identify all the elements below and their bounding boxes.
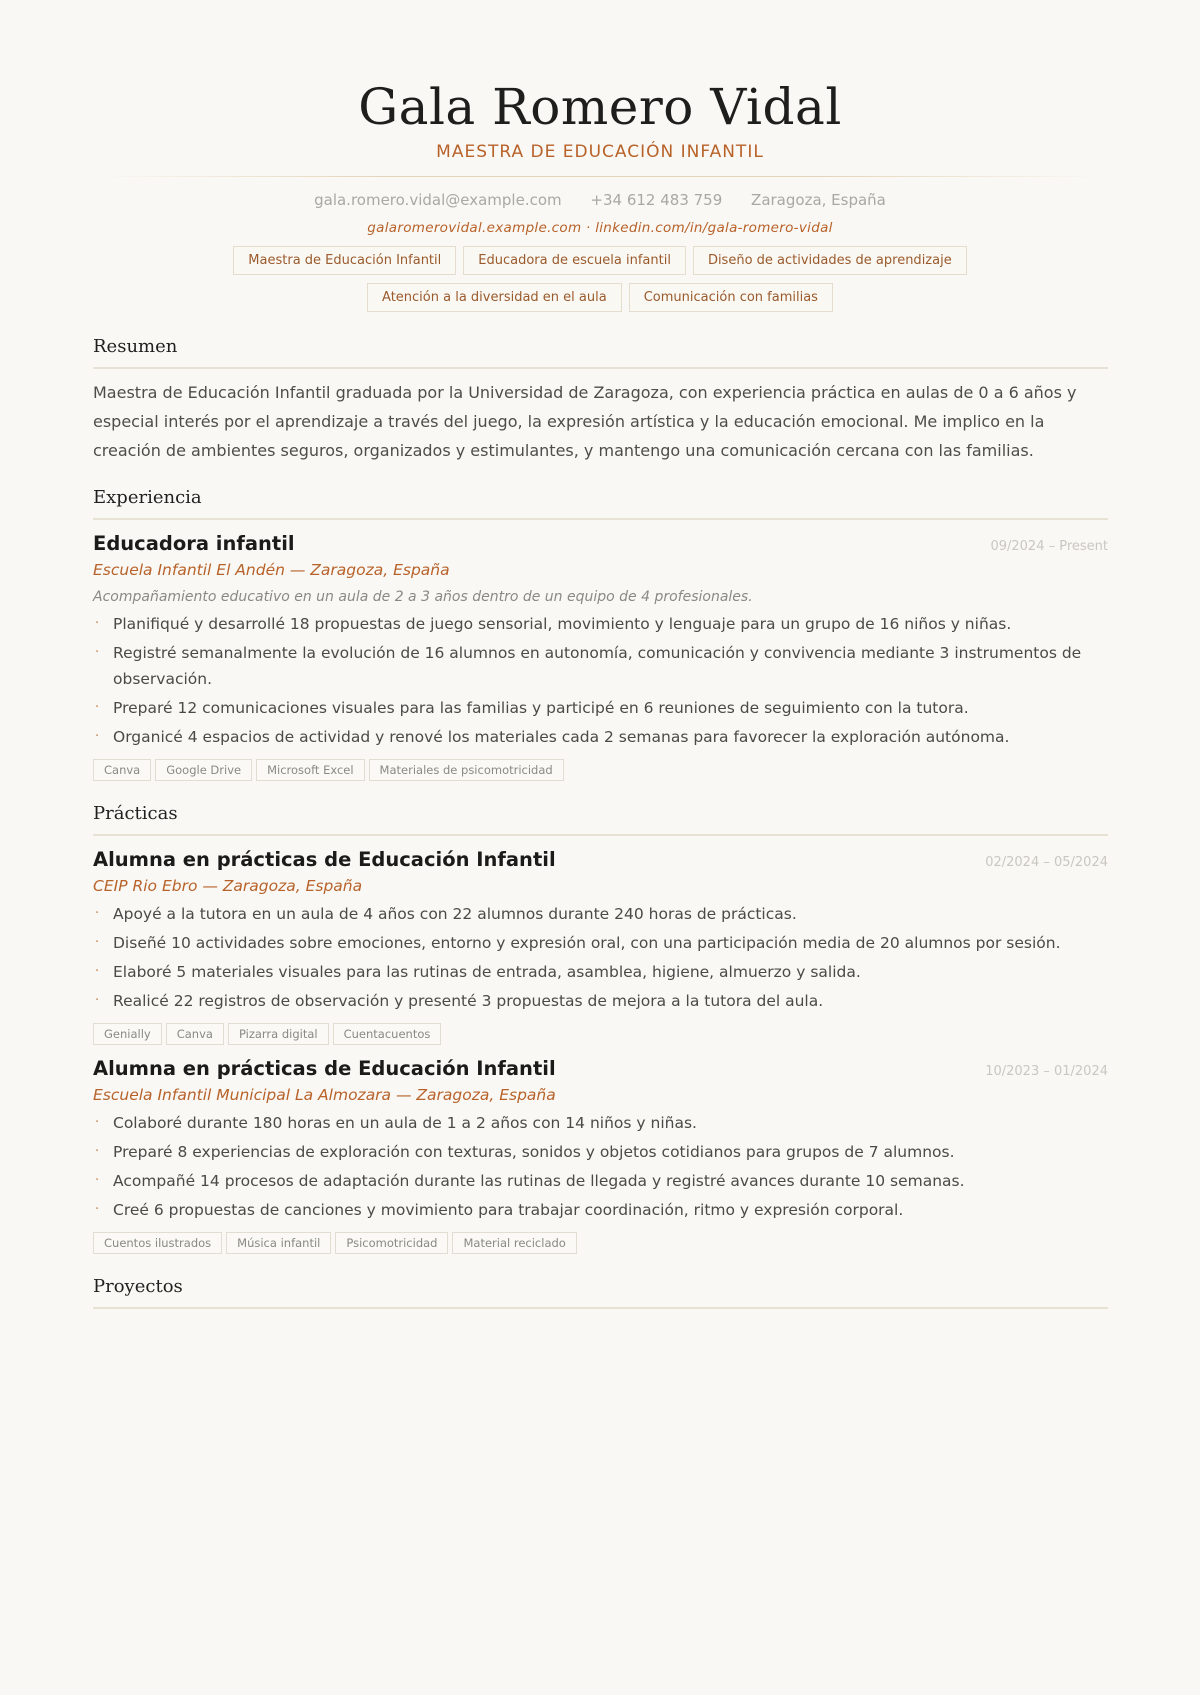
entry-date: 02/2024 – 05/2024: [985, 855, 1108, 870]
list-item: · Realicé 22 registros de observación y presenté 3 propuestas de mejora a la tutora del aula.: [93, 988, 1108, 1014]
entry-date: 10/2023 – 01/2024: [985, 1064, 1108, 1079]
location: Zaragoza, España: [751, 191, 886, 209]
bullet-icon: ·: [95, 1173, 100, 1188]
email-link[interactable]: gala.romero.vidal@example.com: [314, 191, 562, 209]
entry-organization: Escuela Infantil Municipal La Almozara — Zaragoza, España: [93, 1086, 556, 1104]
list-item: · Colaboré durante 180 horas en un aula de 1 a 2 años con 14 niños y niñas.: [93, 1110, 1108, 1136]
experience-entry: [93, 532, 1108, 781]
headline-tag: Comunicación con familias: [629, 283, 833, 312]
tool-chips: [93, 759, 1108, 781]
header-divider: [100, 176, 1100, 177]
bullet-icon: ·: [95, 1202, 100, 1217]
headline-tag: Diseño de actividades de aprendizaje: [693, 246, 967, 275]
section-title-experience: Experiencia: [93, 487, 1108, 520]
list-item: · Apoyé a la tutora en un aula de 4 años con 22 alumnos durante 240 horas de prácticas.: [93, 901, 1108, 927]
experience-section: [93, 487, 1108, 781]
bullet-icon: ·: [95, 1144, 100, 1159]
entry-description: Acompañamiento educativo en un aula de 2 a 3 años dentro de un equipo de 4 profesionales.: [93, 589, 753, 605]
tool-chip: Material reciclado: [452, 1232, 576, 1254]
entry-title: Educadora infantil: [93, 532, 295, 555]
tool-chip: Google Drive: [155, 759, 252, 781]
bullet-icon: ·: [95, 1115, 100, 1130]
internships-section: [93, 803, 1108, 1254]
resume-body: [93, 336, 1108, 1309]
tool-chip: Pizarra digital: [228, 1023, 329, 1045]
tool-chip: Canva: [93, 759, 151, 781]
projects-section: [93, 1276, 1108, 1309]
entry-bullets: [93, 611, 1108, 750]
tool-chip: Cuentacuentos: [333, 1023, 442, 1045]
section-title-internships: Prácticas: [93, 803, 1108, 836]
contact-line: [0, 191, 1200, 209]
list-item: · Diseñé 10 actividades sobre emociones, entorno y expresión oral, con una participación media de 20 alumnos por sesión.: [93, 930, 1108, 956]
tool-chip: Música infantil: [226, 1232, 331, 1254]
section-title-projects: Proyectos: [93, 1276, 1108, 1309]
summary-text: Maestra de Educación Infantil graduada por la Universidad de Zaragoza, con experiencia práctica en aulas de 0 a 6 años y especial interés por el aprendizaje a través del juego, la expresión artística y la educación emocional. Me implico en la creación de ambientes seguros, organizados y estimulantes, y mantengo una comunicación cercana con las familias.: [93, 383, 1077, 460]
list-item: · Organicé 4 espacios de actividad y renové los materiales cada 2 semanas para favorecer la exploración autónoma.: [93, 724, 1108, 750]
bullet-icon: ·: [95, 993, 100, 1008]
tool-chips: [93, 1232, 1108, 1254]
list-item: · Registré semanalmente la evolución de 16 alumnos en autonomía, comunicación y convivencia mediante 3 instrumentos de observación.: [93, 640, 1108, 692]
tool-chip: Psicomotricidad: [335, 1232, 448, 1254]
headline-tag: Maestra de Educación Infantil: [233, 246, 456, 275]
candidate-role: MAESTRA DE EDUCACIÓN INFANTIL: [436, 142, 764, 162]
headline-tag: Atención a la diversidad en el aula: [367, 283, 622, 312]
tool-chip: Canva: [166, 1023, 224, 1045]
tool-chip: Genially: [93, 1023, 162, 1045]
list-item: · Preparé 8 experiencias de exploración con texturas, sonidos y objetos cotidianos para grupos de 7 alumnos.: [93, 1139, 1108, 1165]
bullet-icon: ·: [95, 964, 100, 979]
entry-organization: Escuela Infantil El Andén — Zaragoza, España: [93, 561, 450, 579]
list-item: · Acompañé 14 procesos de adaptación durante las rutinas de llegada y registré avances durante 10 semanas.: [93, 1168, 1108, 1194]
bullet-icon: ·: [95, 906, 100, 921]
bullet-icon: ·: [95, 700, 100, 715]
list-item: · Preparé 12 comunicaciones visuales para las familias y participé en 6 reuniones de seguimiento con la tutora.: [93, 695, 1108, 721]
tool-chip: Materiales de psicomotricidad: [369, 759, 564, 781]
candidate-name: Gala Romero Vidal: [358, 78, 842, 136]
resume-header: [0, 0, 1200, 312]
list-item: · Creé 6 propuestas de canciones y movimiento para trabajar coordinación, ritmo y expresión corporal.: [93, 1197, 1108, 1223]
entry-bullets: [93, 901, 1108, 1014]
entry-title: Alumna en prácticas de Educación Infantil: [93, 848, 556, 871]
section-title-summary: Resumen: [93, 336, 1108, 369]
entry-title: Alumna en prácticas de Educación Infantil: [93, 1057, 556, 1080]
summary-section: [93, 336, 1108, 465]
list-item: · Elaboré 5 materiales visuales para las rutinas de entrada, asamblea, higiene, almuerzo y salida.: [93, 959, 1108, 985]
entry-date: 09/2024 – Present: [990, 539, 1108, 554]
tool-chips: [93, 1023, 1108, 1045]
bullet-icon: ·: [95, 616, 100, 631]
headline-tag: Educadora de escuela infantil: [463, 246, 686, 275]
entry-organization: CEIP Rio Ebro — Zaragoza, España: [93, 877, 363, 895]
entry-bullets: [93, 1110, 1108, 1223]
tool-chip: Microsoft Excel: [256, 759, 364, 781]
internship-entry: [93, 848, 1108, 1045]
web-links[interactable]: galaromerovidal.example.com · linkedin.com/in/gala-romero-vidal: [367, 220, 833, 236]
bullet-icon: ·: [95, 729, 100, 744]
headline-tags: [210, 246, 990, 312]
bullet-icon: ·: [95, 645, 100, 660]
phone-number: +34 612 483 759: [590, 191, 723, 209]
internship-entry: [93, 1057, 1108, 1254]
bullet-icon: ·: [95, 935, 100, 950]
tool-chip: Cuentos ilustrados: [93, 1232, 222, 1254]
list-item: · Planifiqué y desarrollé 18 propuestas de juego sensorial, movimiento y lenguaje para un grupo de 16 niños y niñas.: [93, 611, 1108, 637]
